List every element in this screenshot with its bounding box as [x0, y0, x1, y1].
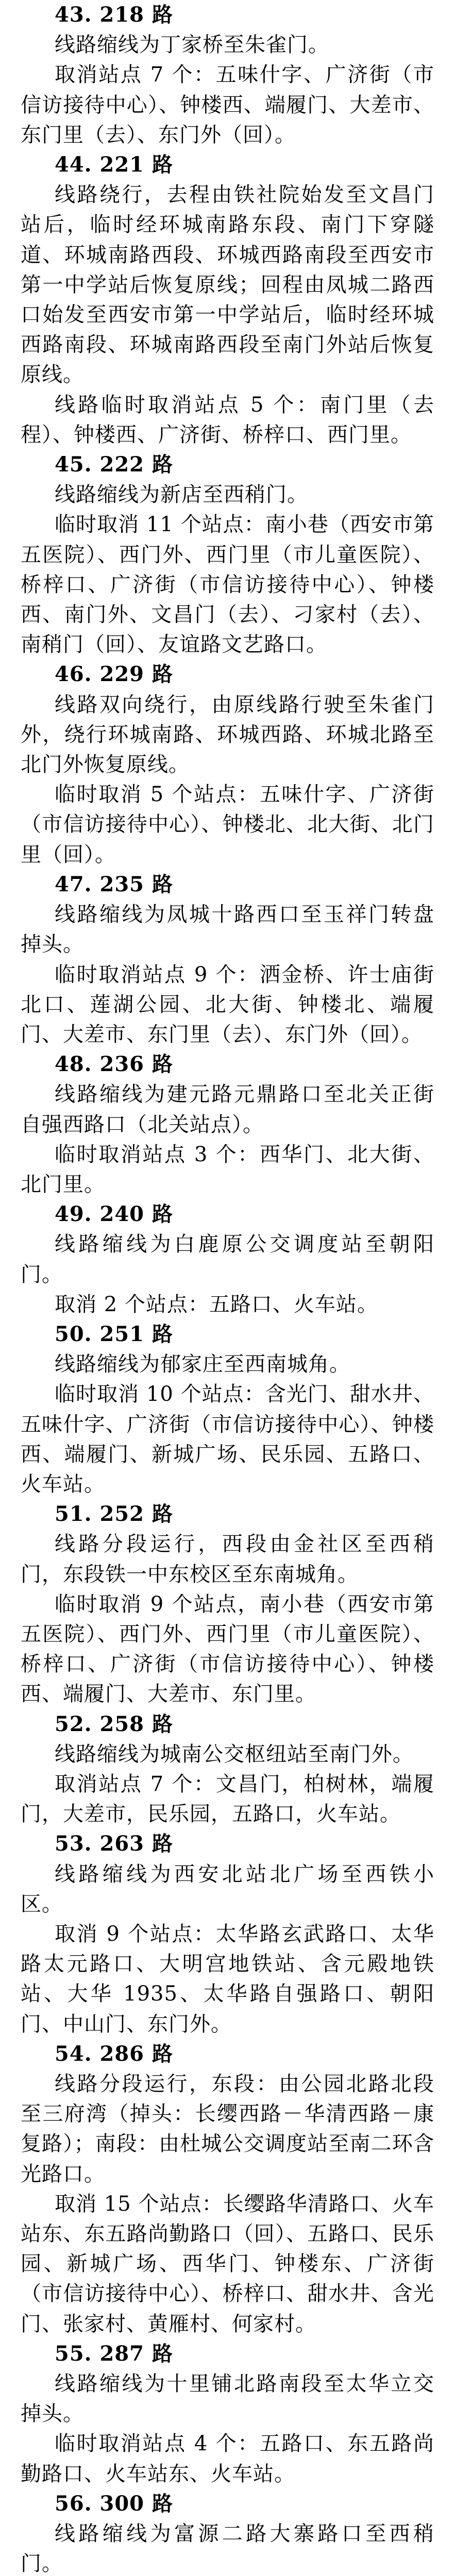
route-paragraph: 临时取消站点 4 个：五路口、东五路尚勤路口、火车站东、火车站。 — [21, 2432, 434, 2486]
route-paragraph: 线路缩线为凤城十路西口至玉祥门转盘掉头。 — [21, 903, 434, 957]
route-paragraph: 线路缩线为城南公交枢纽站至南门外。 — [55, 1742, 414, 1766]
route-paragraph: 线路绕行，去程由铁社院始发至文昌门站后，临时经环城南路东段、南门下穿隧道、环城南路西段、环城西路南段至西安市第一中学站后恢复原线；回程由凤城二路西口始发至西安市第一中学站后，临时经环城西路南段、环城南路西段至南门外站后恢复原线。 — [21, 183, 434, 387]
route-paragraph: 线路缩线为丁家桥至朱雀门。 — [55, 33, 329, 57]
route-paragraph: 临时取消站点 3 个：西华门、北大街、北门里。 — [21, 1142, 434, 1196]
route-paragraph: 线路分段运行，西段由金社区至西稍门，东段铁一中东校区至东南城角。 — [21, 1532, 434, 1586]
route-paragraph: 取消 2 个站点：五路口、火车站。 — [55, 1292, 378, 1316]
route-heading: 44. 221 路 — [55, 152, 173, 177]
route-paragraph: 临时取消 5 个站点：五味什字、广济街（市信访接待中心）、钟楼北、北大街、北门里（回）。 — [21, 783, 434, 867]
route-heading: 55. 287 路 — [55, 2341, 173, 2366]
route-heading: 56. 300 路 — [55, 2491, 173, 2516]
route-paragraph: 临时取消 9 个站点，南小巷（西安市第五医院）、西门外、西门里（市儿童医院）、桥梓口、广济街（市信访接待中心）、钟楼西、端履门、大差市、东门里。 — [21, 1592, 434, 1706]
route-heading: 43. 218 路 — [55, 3, 173, 27]
route-paragraph: 线路缩线为白鹿原公交调度站至朝阳门。 — [21, 1232, 434, 1286]
route-paragraph: 线路缩线为郁家庄至西南城角。 — [55, 1352, 350, 1377]
route-paragraph: 线路缩线为建元路元鼎路口至北关正街自强西路口（北关站点）。 — [21, 1082, 434, 1137]
route-paragraph: 线路临时取消站点 5 个：南门里（去程）、钟楼西、广济街、桥梓口、西门里。 — [21, 393, 434, 447]
route-paragraph: 临时取消 10 个站点：含光门、甜水井、五味什字、广济街（市信访接待中心）、钟楼西、端履门、新城广场、民乐园、五路口、火车站。 — [21, 1382, 434, 1496]
route-paragraph: 线路缩线为富源二路大寨路口至西稍门。 — [21, 2522, 434, 2576]
route-heading: 46. 229 路 — [55, 662, 173, 687]
route-paragraph: 取消 15 个站点：长缨路华清路口、火车站东、东五路尚勤路口（回）、五路口、民乐园、新城广场、西华门、钟楼东、广济街（市信访接待中心）、桥梓口、甜水井、含光门、张家村、黄雁村、何家村。 — [21, 2192, 434, 2336]
route-heading: 54. 286 路 — [55, 2041, 173, 2066]
route-paragraph: 线路缩线为新店至西稍门。 — [55, 483, 308, 507]
route-heading: 50. 251 路 — [55, 1321, 173, 1346]
route-paragraph: 取消 9 个站点：太华路玄武路口、太华路太元路口、大明宫地铁站、含元殿地铁站、大华 1935、太华路自强路口、朝阳门、中山门、东门外。 — [21, 1922, 434, 2036]
route-paragraph: 线路缩线为十里铺北路南段至太华立交掉头。 — [21, 2372, 434, 2426]
route-paragraph: 取消站点 7 个：五味什字、广济街（市信访接待中心）、钟楼西、端履门、大差市、东门里（去）、东门外（回）。 — [21, 63, 434, 147]
route-paragraph: 线路缩线为西安北站北广场至西铁小区。 — [21, 1862, 434, 1916]
route-paragraph: 线路分段运行，东段：由公园北路北段至三府湾（掉头：长缨西路－华清西路－康复路）；南段：由杜城公交调度站至南二环含光路口。 — [21, 2072, 434, 2186]
route-paragraph: 取消站点 7 个：文昌门，柏树林，端履门，大差市，民乐园，五路口，火车站。 — [21, 1772, 434, 1826]
route-paragraph: 线路双向绕行，由原线路行驶至朱雀门外，绕行环城南路、环城西路、环城北路至北门外恢复原线。 — [21, 692, 434, 777]
route-heading: 47. 235 路 — [55, 872, 173, 896]
route-heading: 51. 252 路 — [55, 1502, 173, 1527]
route-heading: 53. 263 路 — [55, 1832, 173, 1856]
route-heading: 52. 258 路 — [55, 1711, 173, 1736]
route-paragraph: 临时取消站点 9 个：洒金桥、许士庙街北口、莲湖公园、北大街、钟楼北、端履门、大差市、东门里（去）、东门外（回）。 — [21, 962, 434, 1046]
route-paragraph: 临时取消 11 个站点：南小巷（西安市第五医院）、西门外、西门里（市儿童医院）、桥梓口、广济街（市信访接待中心）、钟楼西、南门外、文昌门（去）、刁家村（去）、南稍门（回）、友谊路文艺路口。 — [21, 513, 434, 657]
route-heading: 48. 236 路 — [55, 1052, 173, 1077]
route-heading: 49. 240 路 — [55, 1202, 173, 1227]
route-heading: 45. 222 路 — [55, 452, 173, 477]
